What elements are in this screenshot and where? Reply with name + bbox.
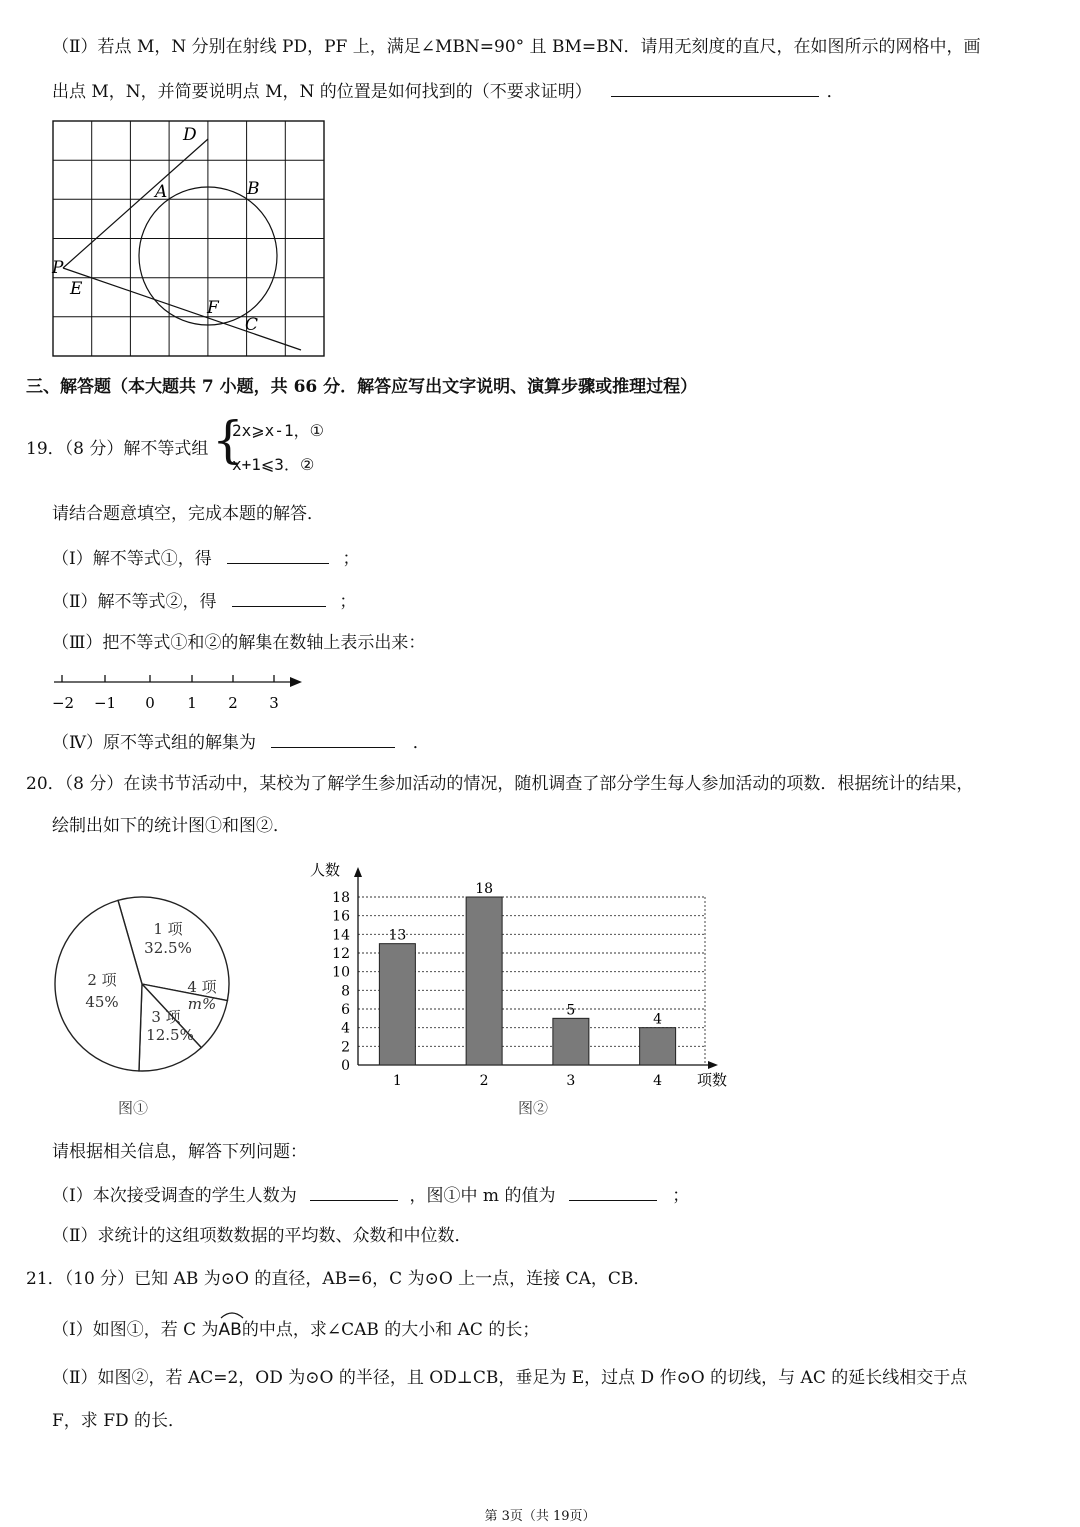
q21-part1-line xyxy=(52,1318,539,1342)
label-b: B xyxy=(247,179,260,199)
q20-part2: （Ⅱ）求统计的这组项数数据的平均数、众数和中位数． xyxy=(52,1226,472,1246)
pie-label-1-name: 1 项 xyxy=(153,920,183,938)
ray-pd xyxy=(63,139,208,268)
q19-part3: （Ⅲ）把不等式①和②的解集在数轴上表示出来： xyxy=(52,633,426,653)
pie-chart xyxy=(50,892,235,1077)
y-tick-label: 8 xyxy=(341,983,350,1000)
q21-stem: 21．（10 分）已知 AB 为⊙O 的直径，AB=6，C 为⊙O 上一点，连接 CA，CB． xyxy=(26,1269,651,1289)
pie-label-3-pct: 12.5% xyxy=(146,1026,194,1044)
label-d: D xyxy=(183,125,197,145)
axis-tick-label: −2 xyxy=(51,694,75,712)
q21-arc-ab xyxy=(219,1318,242,1342)
number-line-arrow-icon xyxy=(290,677,302,687)
q19-ineq1: 2x⩾x-1，① xyxy=(232,421,324,440)
axis-tick-label: 0 xyxy=(145,694,155,712)
q21-part1-text-a: （Ⅰ）如图①，若 C 为 xyxy=(52,1320,219,1340)
q21-part2-line1: （Ⅱ）如图②，若 AC=2，OD 为⊙O 的半径，且 OD⊥CB，垂足为 E，过点 D 作⊙O 的切线，与 AC 的延长线相交于点 xyxy=(52,1368,968,1388)
x-tick-label: 4 xyxy=(653,1073,663,1089)
pie-label-3-name: 3 项 xyxy=(151,1008,181,1026)
pie-label-1-pct: 32.5% xyxy=(144,939,192,957)
q20-part1-blank-count[interactable] xyxy=(310,1182,398,1201)
pie-caption: 图① xyxy=(118,1099,149,1117)
q20-part1-line xyxy=(52,1182,691,1208)
x-tick-label: 3 xyxy=(566,1073,576,1089)
bar-xlabel: 项数 xyxy=(697,1071,728,1089)
axis-tick-label: −1 xyxy=(93,694,117,712)
x-tick-label: 1 xyxy=(392,1073,402,1089)
q19-part2-blank[interactable] xyxy=(232,588,326,607)
q19-ineq2: x+1⩽3．② xyxy=(232,455,315,474)
bar-value-label: 18 xyxy=(475,881,494,897)
page-footer: 第 3页（共 19页） xyxy=(484,1509,596,1524)
q21-part2-line2: F，求 FD 的长． xyxy=(52,1411,186,1431)
x-axis-arrow-icon xyxy=(708,1061,718,1069)
axis-tick-label: 2 xyxy=(228,694,238,712)
label-c: C xyxy=(245,315,259,335)
q19-part2-line xyxy=(52,588,358,614)
bar xyxy=(640,1028,676,1065)
y-tick-label: 4 xyxy=(341,1020,350,1037)
bar-ylabel: 人数 xyxy=(310,861,341,879)
y-tick-label: 12 xyxy=(332,946,350,962)
q20-part1-semicolon: ； xyxy=(672,1186,690,1206)
q19-part2-semicolon: ； xyxy=(339,592,357,612)
x-tick-label: 2 xyxy=(479,1073,489,1089)
q19-number-line[interactable] xyxy=(50,670,310,715)
pie-label-2-pct: 45% xyxy=(85,993,119,1011)
y-tick-label: 10 xyxy=(332,964,350,981)
bar xyxy=(379,944,415,1065)
bar xyxy=(553,1018,589,1065)
bar-value-label: 5 xyxy=(566,1002,576,1019)
y-tick-label: 14 xyxy=(332,927,350,944)
q21-part1-text-b: 的中点，求∠CAB 的大小和 AC 的长； xyxy=(241,1320,540,1340)
y-tick-label: 0 xyxy=(341,1058,350,1074)
q21-arc-text: AB xyxy=(218,1320,242,1340)
pie-label-4-pct: m% xyxy=(187,995,217,1013)
ray-pf xyxy=(63,268,301,350)
q18-part2-line2 xyxy=(52,78,846,104)
y-axis-arrow-icon xyxy=(354,867,362,877)
label-f: F xyxy=(207,298,219,318)
q20-part1-blank-m[interactable] xyxy=(569,1182,657,1201)
q20-part1-text-b: ，图①中 m 的值为 xyxy=(409,1186,556,1206)
q19-part1-semicolon: ； xyxy=(342,549,360,569)
bar-chart xyxy=(300,855,740,1095)
q19-part4-line xyxy=(52,729,432,755)
bar xyxy=(466,897,502,1065)
q20-part1-text-a: （Ⅰ）本次接受调查的学生人数为 xyxy=(52,1186,297,1206)
q19-part1-blank[interactable] xyxy=(227,545,329,564)
q19-part1-line xyxy=(52,545,362,571)
q19-stem: 19．（8 分）解不等式组 xyxy=(26,439,209,459)
pie-label-2-name: 2 项 xyxy=(87,971,117,989)
bar-value-label: 13 xyxy=(388,927,407,944)
bar-value-label: 4 xyxy=(653,1011,663,1028)
q19-instruction: 请结合题意填空，完成本题的解答． xyxy=(52,504,324,524)
axis-tick-label: 1 xyxy=(187,694,197,712)
label-e: E xyxy=(70,279,83,299)
section3-heading: 三、解答题（本大题共 7 小题，共 66 分．解答应写出文字说明、演算步骤或推理过程） xyxy=(26,377,698,397)
q19-part2-text: （Ⅱ）解不等式②，得 xyxy=(52,592,217,612)
axis-tick-label: 3 xyxy=(269,694,279,712)
pie-label-4-name: 4 项 xyxy=(187,978,217,996)
y-tick-label: 6 xyxy=(341,1002,350,1018)
y-tick-label: 16 xyxy=(332,908,350,925)
q19-brace: { xyxy=(212,411,244,469)
q18-part2-text: 出点 M，N，并简要说明点 M，N 的位置是如何找到的（不要求证明） xyxy=(52,82,592,102)
arc-symbol-icon xyxy=(220,1309,244,1319)
q18-answer-blank[interactable] xyxy=(611,78,819,97)
q20-instruction: 请根据相关信息，解答下列问题： xyxy=(52,1142,307,1162)
y-tick-label: 18 xyxy=(332,890,350,906)
label-p: P xyxy=(52,258,64,278)
q19-part4-blank[interactable] xyxy=(271,729,395,748)
label-a: A xyxy=(155,182,168,202)
q19-part4-text: （Ⅳ）原不等式组的解集为 xyxy=(52,733,256,753)
q18-part2-line1: （Ⅱ）若点 M，N 分别在射线 PD，PF 上，满足∠MBN=90° 且 BM=BN．请用无刻度的直尺，在如图所示的网格中，画 xyxy=(52,37,981,57)
q19-part4-period: ． xyxy=(412,733,430,753)
q20-stem-line2: 绘制出如下的统计图①和图②． xyxy=(52,816,290,836)
q20-stem-line1: 20．（8 分）在读书节活动中，某校为了解学生参加活动的情况，随机调查了部分学生每人参加活动的项数．根据统计的结果， xyxy=(26,774,974,794)
bar-caption: 图② xyxy=(518,1099,549,1117)
q18-grid-figure xyxy=(50,118,330,363)
q19-part1-text: （Ⅰ）解不等式①，得 xyxy=(52,549,212,569)
q18-period: ． xyxy=(826,82,844,102)
y-tick-label: 2 xyxy=(341,1039,350,1056)
